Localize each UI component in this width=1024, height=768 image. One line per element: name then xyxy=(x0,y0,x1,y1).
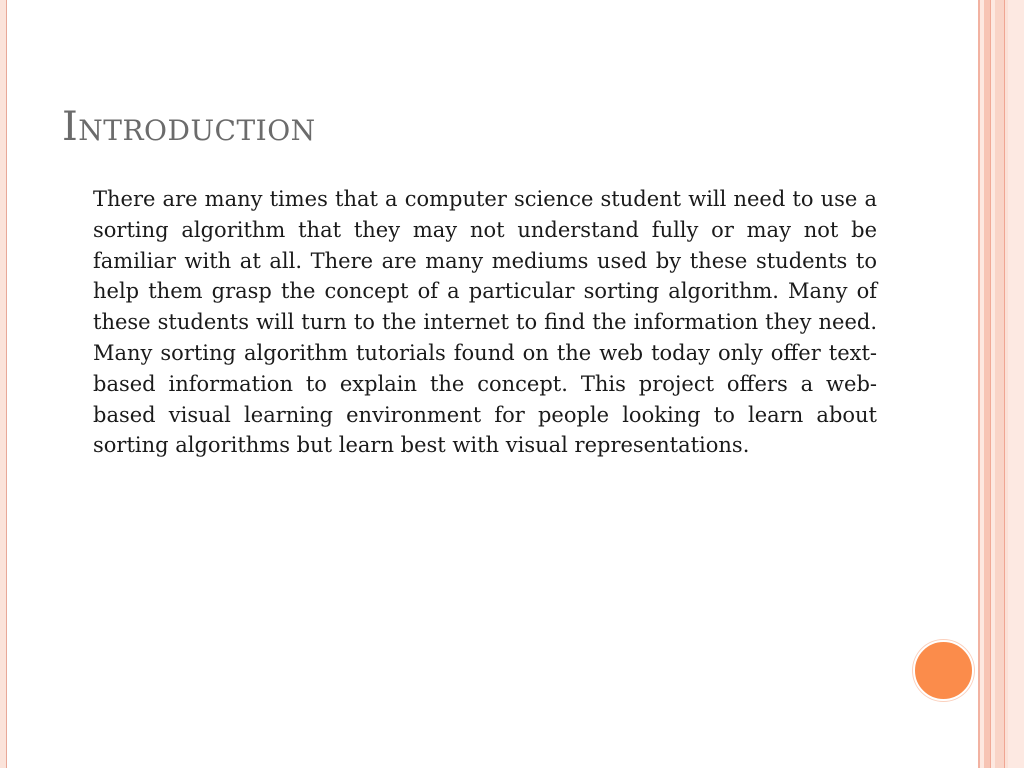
right-border-stripe xyxy=(1008,0,1024,768)
accent-circle-decoration xyxy=(913,640,974,701)
slide-body-text: There are many times that a computer science student will need to use a sorting algorithm that they may not understand fully or may not be familiar with at all. There are many mediums used by these students to help them grasp the concept of a particular sorting algorithm. Many of these students will turn to the internet to find the information they need. Many sorting algorithm tutorials found on the web today only offer text-based information to explain the concept. This project offers a web-based visual learning environment for people looking to learn about sorting algorithms but learn best with visual representations. xyxy=(93,187,877,458)
slide-title: Introduction xyxy=(62,104,316,150)
right-border-stripe xyxy=(995,0,1004,768)
